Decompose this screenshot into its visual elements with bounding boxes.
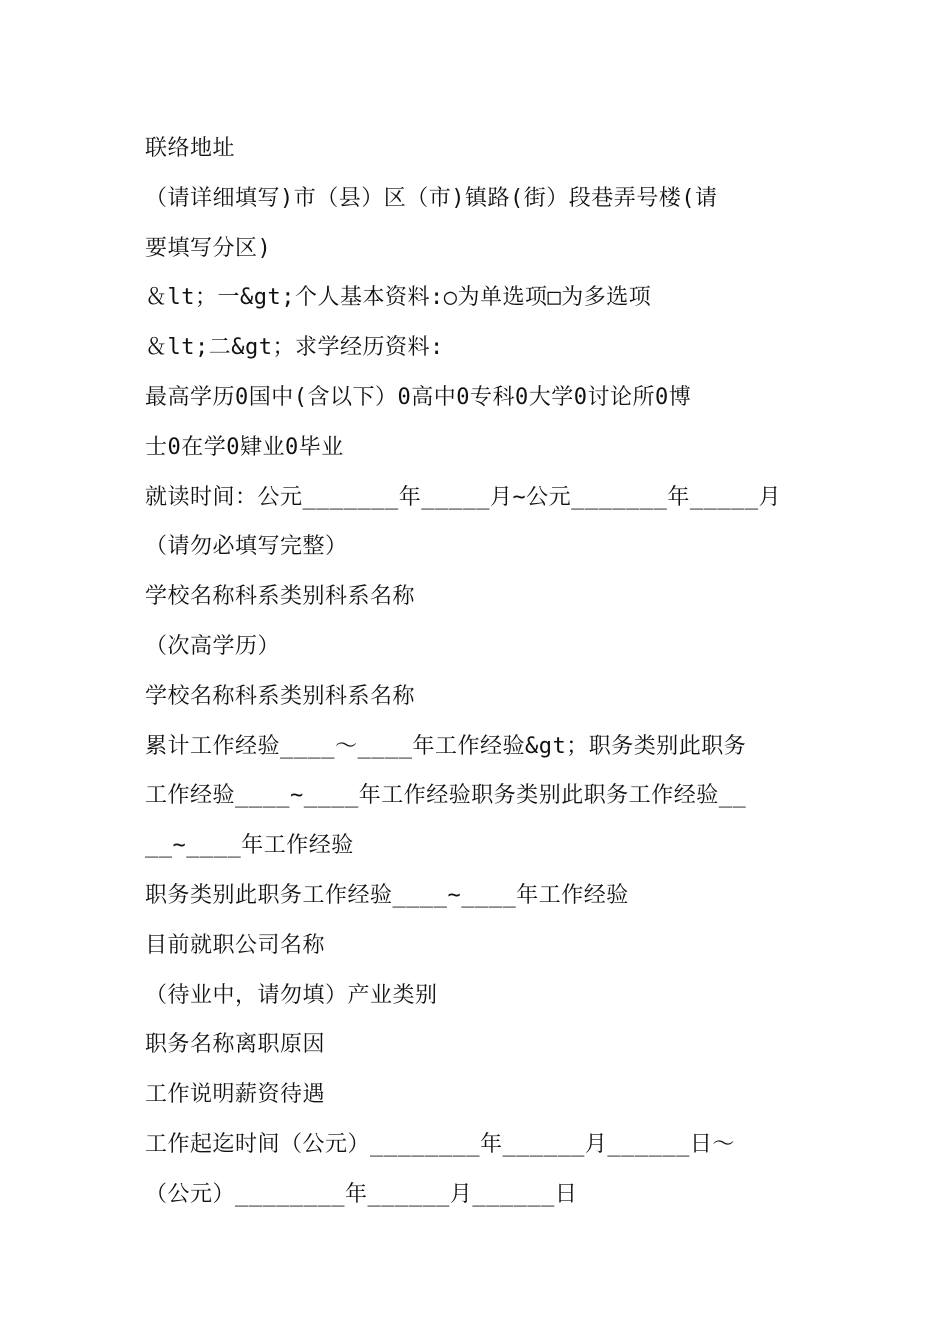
section-one-heading: ＆lt；一&gt;个人基本资料:○为单选项□为多选项 — [145, 285, 652, 311]
address-instruction-line-2: 要填写分区) — [145, 235, 272, 261]
highest-education-options-line-1: 最高学历0国中(含以下）0高中0专科0大学0讨论所0博 — [145, 384, 692, 410]
school-info-line: 学校名称科系类别科系名称 — [145, 584, 416, 610]
second-highest-education-label: （次高学历） — [145, 633, 281, 659]
study-period-line: 就读时间：公元_______年_____月~公元_______年_____月 — [145, 484, 782, 510]
job-title-leave-reason-line: 职务名称离职原因 — [145, 1032, 326, 1058]
total-work-experience-line: 累计工作经验____～____年工作经验&gt；职务类别此职务 — [145, 733, 747, 759]
work-period-start-line: 工作起迄时间（公元）________年______月______日～ — [145, 1131, 735, 1157]
fill-complete-note: （请勿必填写完整） — [145, 534, 348, 560]
work-experience-line-3: 职务类别此职务工作经验____~____年工作经验 — [145, 882, 629, 908]
highest-education-options-line-2: 士0在学0肄业0毕业 — [145, 434, 344, 460]
address-instruction-line-1: （请详细填写)市（县）区（市)镇路(街）段巷弄号楼(请 — [145, 185, 718, 211]
work-period-end-line: （公元）________年______月______日 — [145, 1181, 578, 1207]
work-experience-line-1: 工作经验____~____年工作经验职务类别此职务工作经验__ — [145, 783, 747, 809]
document-body — [145, 124, 815, 1220]
school-info-line-2: 学校名称科系类别科系名称 — [145, 683, 416, 709]
contact-address-label: 联络地址 — [145, 136, 236, 161]
work-experience-line-2: __~____年工作经验 — [145, 833, 354, 859]
current-company-label: 目前就职公司名称 — [145, 932, 326, 958]
job-description-salary-line: 工作说明薪资待遇 — [145, 1082, 326, 1108]
section-two-heading: ＆lt;二&gt；求学经历资料: — [145, 335, 444, 361]
industry-category-line: （待业中，请勿填）产业类别 — [145, 982, 438, 1008]
